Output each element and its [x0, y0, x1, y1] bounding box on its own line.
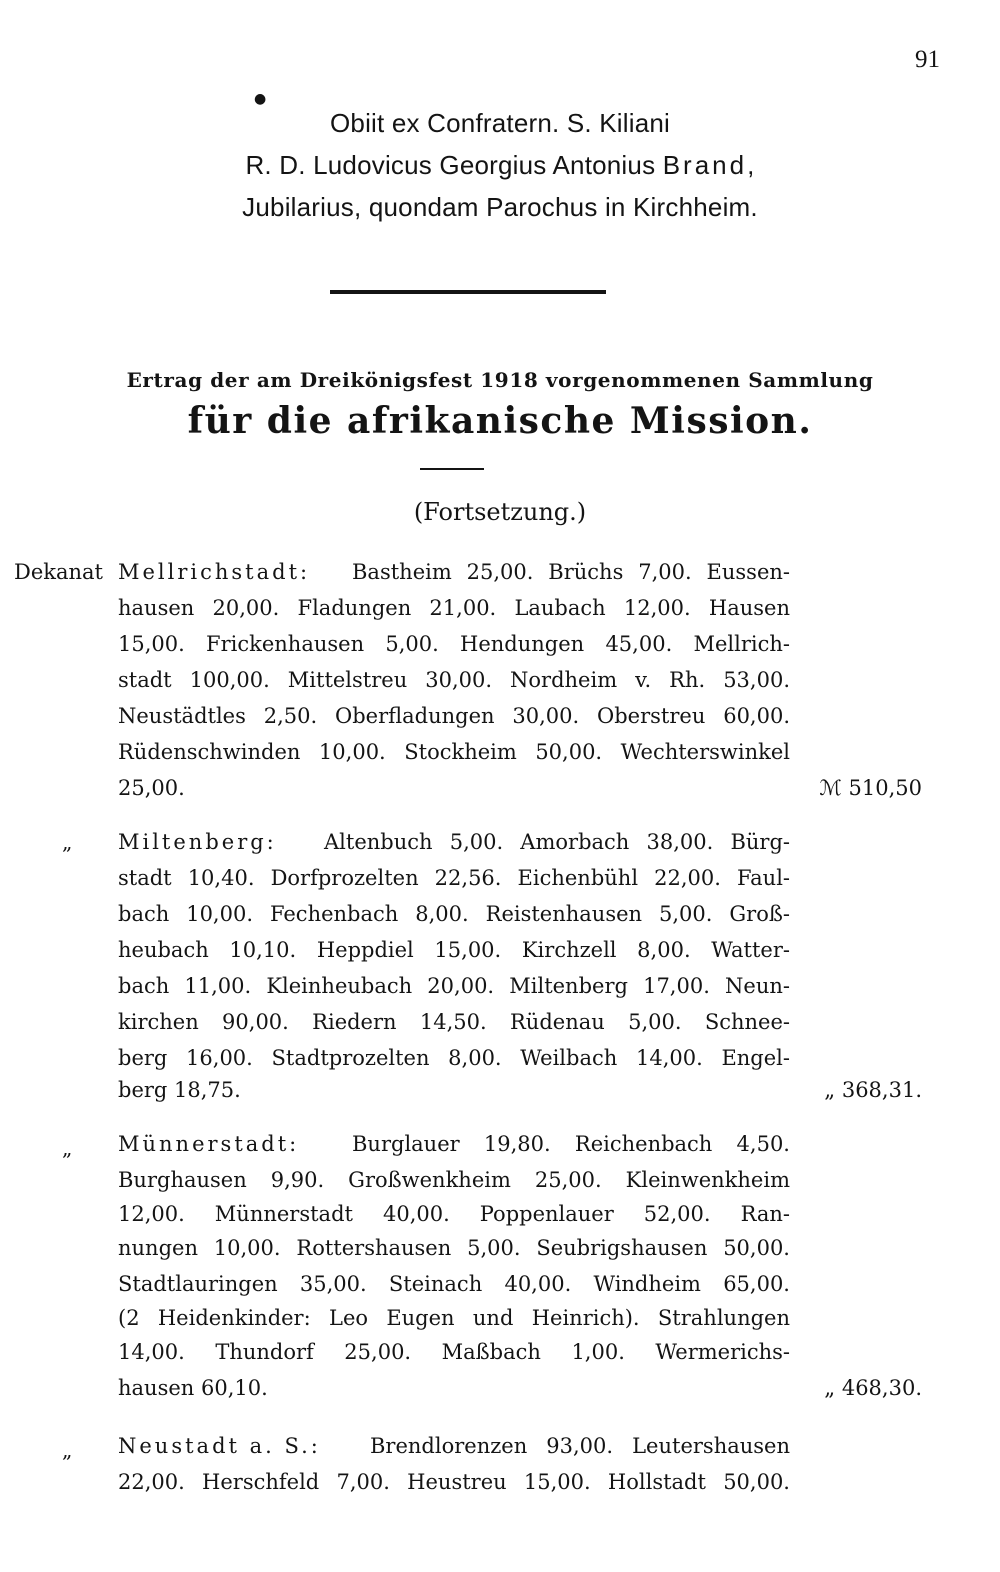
margin-dot: ●: [254, 91, 267, 107]
entry-line: bach 11,00. Kleinheubach 20,00. Miltenberg 17,00. Neun-: [118, 974, 790, 998]
deanery-total: ℳ 510,50: [819, 776, 922, 800]
deanery-name: Münnerstadt:: [118, 1132, 300, 1156]
obituary-line-1: Obiit ex Confratern. S. Kiliani: [329, 108, 670, 138]
deanery-name: Mellrichstadt:: [118, 560, 311, 584]
ditto-mark: „: [62, 1136, 73, 1160]
entry-line: stadt 100,00. Mittelstreu 30,00. Nordheim v. Rh. 53,00.: [118, 668, 790, 692]
entry-line: heubach 10,10. Heppdiel 15,00. Kirchzell 8,00. Watter-: [118, 938, 790, 962]
obituary-line-3: Jubilarius, quondam Parochus in Kirchheim.: [242, 192, 758, 222]
entry-line: bach 10,00. Fechenbach 8,00. Reistenhausen 5,00. Groß-: [118, 902, 790, 926]
page-number: 91: [915, 46, 940, 73]
entry-line: hausen 20,00. Fladungen 21,00. Laubach 12,00. Hausen: [118, 596, 790, 620]
entry-line: nungen 10,00. Rottershausen 5,00. Seubrigshausen 50,00.: [118, 1236, 790, 1260]
entry-line: 25,00.: [118, 776, 185, 800]
entry-line: berg 18,75.: [118, 1078, 241, 1102]
deanery-label: Dekanat: [14, 560, 103, 584]
deanery-total: „ 468,30.: [824, 1376, 922, 1400]
entry-line: (2 Heidenkinder: Leo Eugen und Heinrich). Strahlungen: [118, 1306, 790, 1330]
deanery-name: Miltenberg:: [118, 830, 277, 854]
obituary-suffix: ,: [747, 150, 755, 180]
ditto-mark: „: [62, 830, 73, 854]
entry-line: berg 16,00. Stadtprozelten 8,00. Weilbach 14,00. Engel-: [118, 1046, 790, 1070]
entry-line: 15,00. Frickenhausen 5,00. Hendungen 45,00. Mellrich-: [118, 632, 790, 656]
entry-line: hausen 60,10.: [118, 1376, 268, 1400]
entry-line: Rüdenschwinden 10,00. Stockheim 50,00. Wechterswinkel: [118, 740, 790, 764]
obituary-prefix: R. D. Ludovicus Georgius Antonius: [245, 150, 663, 180]
entry-line: Bastheim 25,00. Brüchs 7,00. Eussen-: [352, 560, 790, 584]
continuation-note: (Fortsetzung.): [413, 498, 587, 526]
entry-line: 14,00. Thundorf 25,00. Maßbach 1,00. Wermerichs-: [118, 1340, 790, 1364]
deanery-total: „ 368,31.: [824, 1078, 922, 1102]
entry-line: Stadtlauringen 35,00. Steinach 40,00. Windheim 65,00.: [118, 1272, 790, 1296]
heading-divider: [420, 468, 484, 470]
obituary-name: Brand: [662, 150, 748, 180]
entry-line: Brendlorenzen 93,00. Leutershausen: [370, 1434, 790, 1458]
entry-line: Neustädtles 2,50. Oberfladungen 30,00. Oberstreu 60,00.: [118, 704, 790, 728]
entry-line: kirchen 90,00. Riedern 14,50. Rüdenau 5,00. Schnee-: [118, 1010, 790, 1034]
entry-line: 22,00. Herschfeld 7,00. Heustreu 15,00. Hollstadt 50,00.: [118, 1470, 790, 1494]
deanery-name: Neustadt a. S.:: [118, 1434, 321, 1458]
section-divider: [330, 290, 606, 294]
entry-line: Burglauer 19,80. Reichenbach 4,50.: [352, 1132, 790, 1156]
entry-line: 12,00. Münnerstadt 40,00. Poppenlauer 52,00. Ran-: [118, 1202, 790, 1226]
entry-line: stadt 10,40. Dorfprozelten 22,56. Eichenbühl 22,00. Faul-: [118, 866, 790, 890]
entry-line: Burghausen 9,90. Großwenkheim 25,00. Kleinwenkheim: [118, 1168, 790, 1192]
collection-subheading: für die afrikanische Mission.: [187, 400, 813, 442]
ditto-mark: „: [62, 1438, 73, 1462]
obituary-line-2: [150, 150, 850, 181]
entry-line: Altenbuch 5,00. Amorbach 38,00. Bürg-: [324, 830, 790, 854]
collection-heading: Ertrag der am Dreikönigsfest 1918 vorgenommenen Sammlung: [126, 368, 874, 392]
